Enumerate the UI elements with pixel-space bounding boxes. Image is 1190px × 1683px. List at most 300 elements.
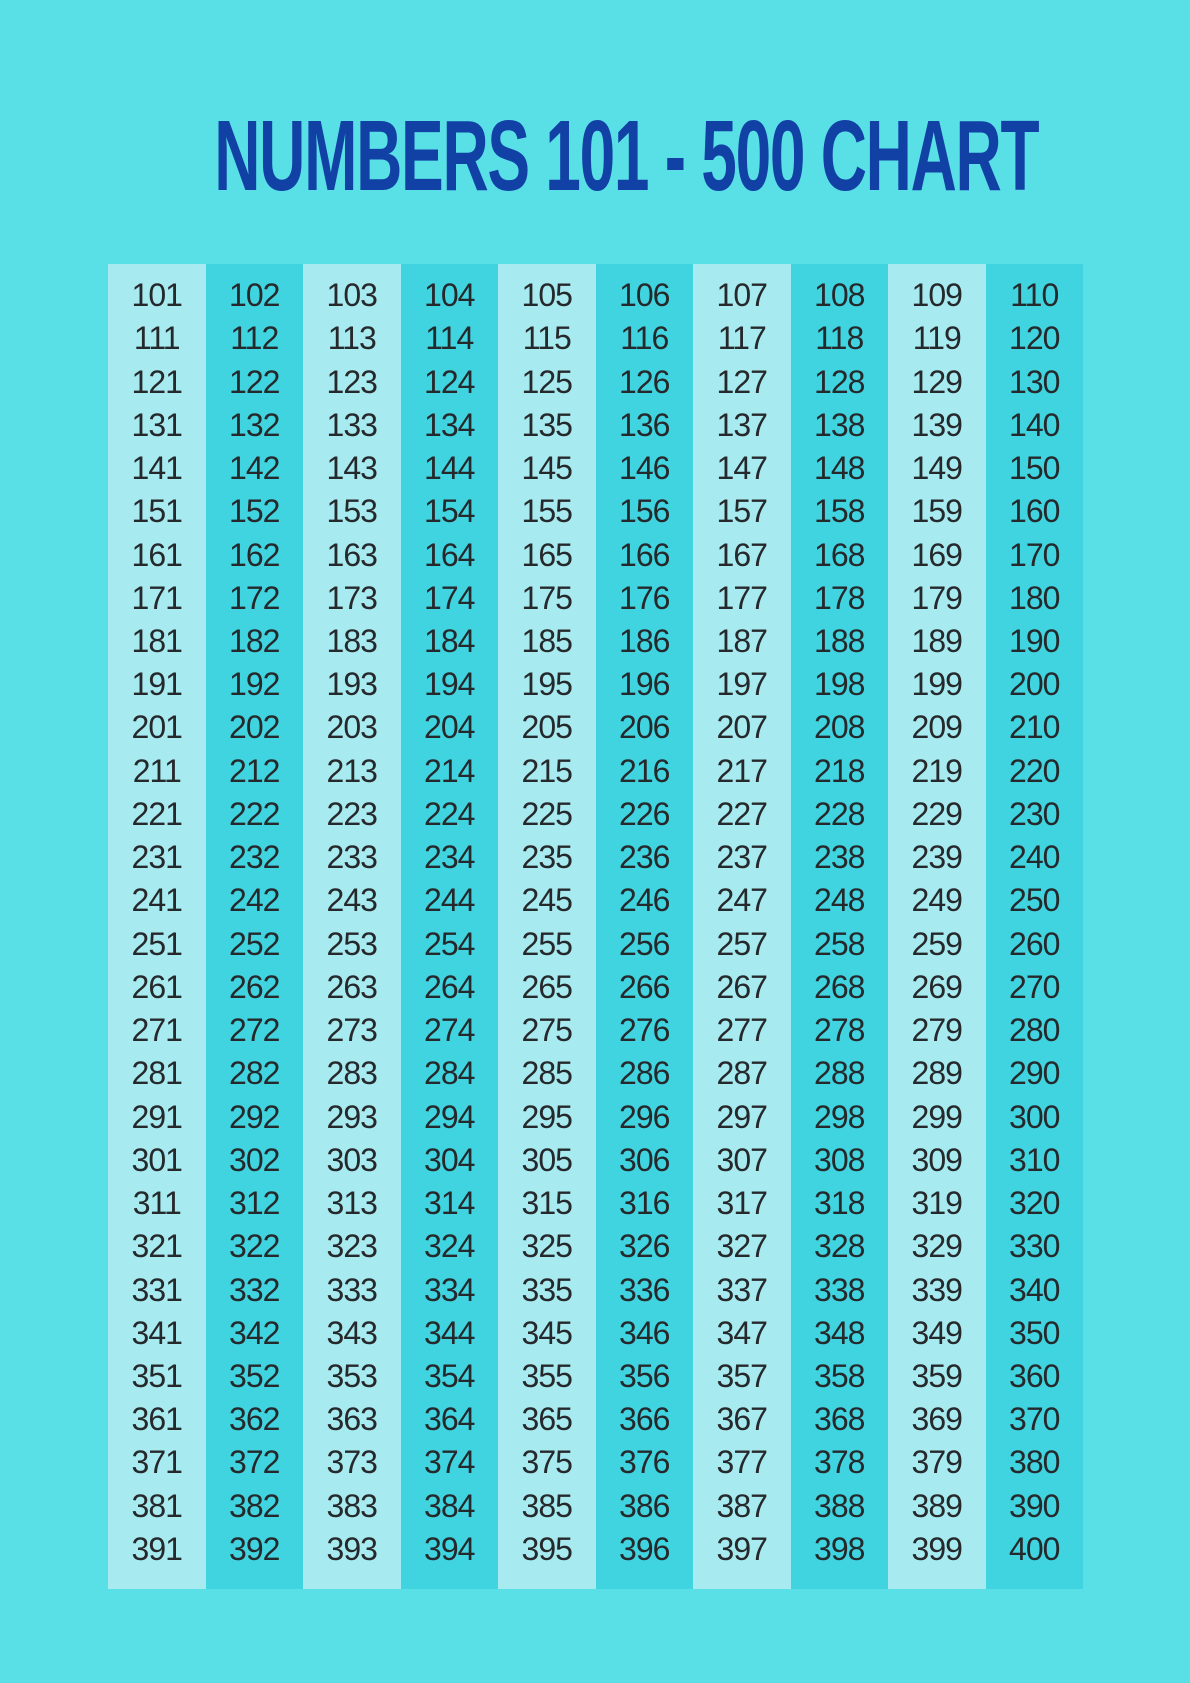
grid-cell: 368 (814, 1401, 865, 1438)
grid-cell: 308 (814, 1141, 865, 1178)
grid-cell: 106 (619, 277, 670, 314)
grid-cell: 310 (1009, 1141, 1060, 1178)
grid-cell: 120 (1009, 320, 1060, 357)
grid-cell: 187 (716, 622, 767, 659)
grid-cell: 246 (619, 882, 670, 919)
grid-cell: 365 (521, 1401, 572, 1438)
grid-cell: 226 (619, 795, 670, 832)
grid-cell: 267 (716, 968, 767, 1005)
grid-cell: 346 (619, 1314, 670, 1351)
grid-cell: 155 (521, 493, 572, 530)
grid-cell: 341 (131, 1314, 182, 1351)
grid-cell: 141 (131, 450, 182, 487)
grid-cell: 209 (911, 709, 962, 746)
grid-cell: 339 (911, 1271, 962, 1308)
grid-cell: 114 (425, 320, 474, 357)
grid-cell: 289 (911, 1055, 962, 1092)
grid-cell: 329 (911, 1228, 962, 1265)
grid-cell: 395 (521, 1530, 572, 1567)
grid-cell: 347 (716, 1314, 767, 1351)
grid-cell: 198 (814, 666, 865, 703)
grid-cell: 177 (716, 579, 767, 616)
grid-cell: 393 (326, 1530, 377, 1567)
grid-cell: 349 (911, 1314, 962, 1351)
grid-cell: 390 (1009, 1487, 1060, 1524)
grid-cell: 139 (911, 406, 962, 443)
grid-cell: 240 (1009, 839, 1060, 876)
grid-cell: 306 (619, 1141, 670, 1178)
grid-cell: 216 (619, 752, 670, 789)
grid-cell: 248 (814, 882, 865, 919)
grid-cell: 316 (619, 1185, 670, 1222)
grid-cell: 250 (1009, 882, 1060, 919)
grid-cell: 360 (1009, 1357, 1060, 1394)
grid-cell: 253 (326, 925, 377, 962)
grid-cell: 105 (521, 277, 572, 314)
grid-cell: 183 (326, 622, 377, 659)
grid-cell: 204 (424, 709, 475, 746)
grid-cell: 282 (229, 1055, 280, 1092)
grid-cell: 103 (326, 277, 377, 314)
grid-cell: 271 (131, 1012, 182, 1049)
grid-cell: 357 (716, 1357, 767, 1394)
grid-column (401, 264, 499, 1589)
grid-cell: 367 (716, 1401, 767, 1438)
grid-cell: 312 (229, 1185, 280, 1222)
grid-cell: 338 (814, 1271, 865, 1308)
grid-cell: 184 (424, 622, 475, 659)
grid-cell: 230 (1009, 795, 1060, 832)
grid-cell: 186 (619, 622, 670, 659)
grid-cell: 218 (814, 752, 865, 789)
grid-cell: 330 (1009, 1228, 1060, 1265)
grid-cell: 381 (131, 1487, 182, 1524)
grid-cell: 384 (424, 1487, 475, 1524)
grid-cell: 174 (424, 579, 475, 616)
grid-cell: 315 (521, 1185, 572, 1222)
page-title: NUMBERS 101 - 500 CHART (214, 100, 1039, 212)
grid-cell: 241 (131, 882, 182, 919)
grid-cell: 270 (1009, 968, 1060, 1005)
grid-cell: 258 (814, 925, 865, 962)
grid-cell: 348 (814, 1314, 865, 1351)
number-grid (108, 264, 1083, 1589)
grid-cell: 203 (326, 709, 377, 746)
grid-cell: 245 (521, 882, 572, 919)
grid-cell: 192 (229, 666, 280, 703)
grid-cell: 151 (131, 493, 182, 530)
grid-cell: 260 (1009, 925, 1060, 962)
grid-cell: 247 (716, 882, 767, 919)
grid-cell: 153 (326, 493, 377, 530)
grid-cell: 149 (911, 450, 962, 487)
grid-cell: 107 (716, 277, 767, 314)
grid-cell: 396 (619, 1530, 670, 1567)
grid-column (986, 264, 1084, 1589)
grid-cell: 162 (229, 536, 280, 573)
grid-cell: 158 (814, 493, 865, 530)
grid-cell: 399 (911, 1530, 962, 1567)
grid-cell: 119 (912, 320, 961, 357)
grid-cell: 228 (814, 795, 865, 832)
grid-cell: 400 (1009, 1530, 1060, 1567)
grid-cell: 143 (326, 450, 377, 487)
grid-cell: 371 (131, 1444, 182, 1481)
grid-cell: 398 (814, 1530, 865, 1567)
grid-cell: 125 (521, 363, 572, 400)
grid-cell: 188 (814, 622, 865, 659)
grid-cell: 182 (229, 622, 280, 659)
grid-cell: 145 (521, 450, 572, 487)
grid-cell: 150 (1009, 450, 1060, 487)
grid-cell: 212 (229, 752, 280, 789)
grid-cell: 108 (814, 277, 865, 314)
grid-cell: 118 (815, 320, 864, 357)
grid-cell: 304 (424, 1141, 475, 1178)
grid-cell: 352 (229, 1357, 280, 1394)
grid-cell: 391 (131, 1530, 182, 1567)
grid-cell: 161 (131, 536, 182, 573)
grid-cell: 361 (131, 1401, 182, 1438)
grid-cell: 223 (326, 795, 377, 832)
grid-cell: 302 (229, 1141, 280, 1178)
grid-cell: 294 (424, 1098, 475, 1135)
grid-cell: 129 (911, 363, 962, 400)
grid-cell: 115 (522, 320, 571, 357)
grid-cell: 389 (911, 1487, 962, 1524)
grid-cell: 279 (911, 1012, 962, 1049)
grid-cell: 249 (911, 882, 962, 919)
grid-cell: 123 (326, 363, 377, 400)
grid-cell: 286 (619, 1055, 670, 1092)
grid-cell: 215 (521, 752, 572, 789)
grid-cell: 326 (619, 1228, 670, 1265)
grid-cell: 220 (1009, 752, 1060, 789)
grid-cell: 285 (521, 1055, 572, 1092)
grid-column (206, 264, 304, 1589)
grid-cell: 252 (229, 925, 280, 962)
grid-cell: 166 (619, 536, 670, 573)
grid-cell: 133 (326, 406, 377, 443)
grid-cell: 276 (619, 1012, 670, 1049)
grid-cell: 387 (716, 1487, 767, 1524)
grid-cell: 242 (229, 882, 280, 919)
grid-cell: 327 (716, 1228, 767, 1265)
grid-column (303, 264, 401, 1589)
grid-cell: 136 (619, 406, 670, 443)
grid-cell: 342 (229, 1314, 280, 1351)
grid-cell: 356 (619, 1357, 670, 1394)
grid-cell: 336 (619, 1271, 670, 1308)
grid-cell: 272 (229, 1012, 280, 1049)
grid-cell: 181 (131, 622, 182, 659)
grid-cell: 377 (716, 1444, 767, 1481)
grid-cell: 172 (229, 579, 280, 616)
grid-cell: 154 (424, 493, 475, 530)
grid-cell: 194 (424, 666, 475, 703)
grid-cell: 185 (521, 622, 572, 659)
grid-cell: 265 (521, 968, 572, 1005)
grid-cell: 353 (326, 1357, 377, 1394)
grid-cell: 210 (1009, 709, 1060, 746)
grid-cell: 234 (424, 839, 475, 876)
grid-cell: 351 (131, 1357, 182, 1394)
grid-cell: 196 (619, 666, 670, 703)
grid-cell: 179 (911, 579, 962, 616)
grid-cell: 309 (911, 1141, 962, 1178)
grid-cell: 111 (133, 320, 180, 357)
grid-cell: 225 (521, 795, 572, 832)
grid-cell: 266 (619, 968, 670, 1005)
grid-cell: 364 (424, 1401, 475, 1438)
grid-cell: 160 (1009, 493, 1060, 530)
grid-cell: 370 (1009, 1401, 1060, 1438)
grid-cell: 110 (1010, 277, 1059, 314)
grid-cell: 386 (619, 1487, 670, 1524)
grid-cell: 366 (619, 1401, 670, 1438)
grid-cell: 171 (131, 579, 182, 616)
grid-cell: 211 (132, 752, 181, 789)
grid-cell: 152 (229, 493, 280, 530)
grid-cell: 322 (229, 1228, 280, 1265)
grid-cell: 112 (230, 320, 279, 357)
grid-cell: 173 (326, 579, 377, 616)
grid-cell: 359 (911, 1357, 962, 1394)
grid-cell: 127 (716, 363, 767, 400)
grid-cell: 345 (521, 1314, 572, 1351)
grid-cell: 176 (619, 579, 670, 616)
grid-cell: 350 (1009, 1314, 1060, 1351)
grid-cell: 213 (326, 752, 377, 789)
grid-cell: 287 (716, 1055, 767, 1092)
grid-cell: 382 (229, 1487, 280, 1524)
grid-cell: 200 (1009, 666, 1060, 703)
grid-cell: 180 (1009, 579, 1060, 616)
grid-cell: 290 (1009, 1055, 1060, 1092)
grid-cell: 291 (131, 1098, 182, 1135)
grid-cell: 334 (424, 1271, 475, 1308)
grid-cell: 238 (814, 839, 865, 876)
grid-column (108, 264, 206, 1589)
grid-cell: 227 (716, 795, 767, 832)
grid-cell: 131 (131, 406, 182, 443)
grid-cell: 243 (326, 882, 377, 919)
grid-cell: 278 (814, 1012, 865, 1049)
grid-cell: 199 (911, 666, 962, 703)
grid-cell: 332 (229, 1271, 280, 1308)
grid-cell: 132 (229, 406, 280, 443)
grid-cell: 317 (716, 1185, 767, 1222)
grid-cell: 305 (521, 1141, 572, 1178)
grid-cell: 190 (1009, 622, 1060, 659)
grid-cell: 140 (1009, 406, 1060, 443)
grid-cell: 124 (424, 363, 475, 400)
grid-cell: 274 (424, 1012, 475, 1049)
grid-cell: 277 (716, 1012, 767, 1049)
grid-cell: 191 (131, 666, 182, 703)
grid-cell: 229 (911, 795, 962, 832)
grid-cell: 340 (1009, 1271, 1060, 1308)
grid-cell: 376 (619, 1444, 670, 1481)
grid-cell: 214 (424, 752, 475, 789)
grid-cell: 313 (326, 1185, 377, 1222)
grid-cell: 144 (424, 450, 475, 487)
grid-cell: 130 (1009, 363, 1060, 400)
grid-cell: 233 (326, 839, 377, 876)
grid-cell: 217 (716, 752, 767, 789)
grid-cell: 344 (424, 1314, 475, 1351)
grid-cell: 122 (229, 363, 280, 400)
grid-cell: 117 (717, 320, 766, 357)
grid-cell: 295 (521, 1098, 572, 1135)
grid-cell: 244 (424, 882, 475, 919)
grid-cell: 335 (521, 1271, 572, 1308)
grid-cell: 373 (326, 1444, 377, 1481)
grid-cell: 169 (911, 536, 962, 573)
grid-cell: 355 (521, 1357, 572, 1394)
grid-cell: 264 (424, 968, 475, 1005)
grid-cell: 388 (814, 1487, 865, 1524)
grid-cell: 301 (131, 1141, 182, 1178)
grid-cell: 164 (424, 536, 475, 573)
grid-cell: 337 (716, 1271, 767, 1308)
grid-cell: 254 (424, 925, 475, 962)
grid-cell: 275 (521, 1012, 572, 1049)
grid-cell: 147 (716, 450, 767, 487)
grid-cell: 116 (620, 320, 669, 357)
grid-cell: 319 (911, 1185, 962, 1222)
grid-cell: 159 (911, 493, 962, 530)
grid-cell: 206 (619, 709, 670, 746)
grid-cell: 134 (424, 406, 475, 443)
grid-cell: 208 (814, 709, 865, 746)
grid-cell: 256 (619, 925, 670, 962)
grid-cell: 280 (1009, 1012, 1060, 1049)
grid-cell: 138 (814, 406, 865, 443)
grid-cell: 268 (814, 968, 865, 1005)
grid-cell: 383 (326, 1487, 377, 1524)
grid-cell: 113 (327, 320, 376, 357)
grid-cell: 205 (521, 709, 572, 746)
grid-cell: 232 (229, 839, 280, 876)
grid-cell: 379 (911, 1444, 962, 1481)
grid-cell: 318 (814, 1185, 865, 1222)
grid-cell: 372 (229, 1444, 280, 1481)
grid-cell: 239 (911, 839, 962, 876)
grid-cell: 197 (716, 666, 767, 703)
grid-cell: 324 (424, 1228, 475, 1265)
grid-cell: 331 (131, 1271, 182, 1308)
grid-column (693, 264, 791, 1589)
grid-cell: 237 (716, 839, 767, 876)
grid-cell: 257 (716, 925, 767, 962)
grid-cell: 311 (132, 1185, 181, 1222)
grid-cell: 297 (716, 1098, 767, 1135)
grid-cell: 224 (424, 795, 475, 832)
grid-cell: 259 (911, 925, 962, 962)
grid-column (888, 264, 986, 1589)
grid-cell: 374 (424, 1444, 475, 1481)
grid-cell: 281 (131, 1055, 182, 1092)
grid-cell: 261 (131, 968, 182, 1005)
grid-cell: 178 (814, 579, 865, 616)
grid-cell: 202 (229, 709, 280, 746)
grid-cell: 255 (521, 925, 572, 962)
grid-cell: 293 (326, 1098, 377, 1135)
grid-cell: 219 (911, 752, 962, 789)
grid-cell: 189 (911, 622, 962, 659)
grid-cell: 263 (326, 968, 377, 1005)
grid-cell: 385 (521, 1487, 572, 1524)
grid-column (791, 264, 889, 1589)
grid-cell: 135 (521, 406, 572, 443)
grid-cell: 354 (424, 1357, 475, 1394)
grid-cell: 299 (911, 1098, 962, 1135)
grid-cell: 101 (131, 277, 182, 314)
grid-cell: 175 (521, 579, 572, 616)
grid-cell: 343 (326, 1314, 377, 1351)
grid-cell: 251 (131, 925, 182, 962)
grid-cell: 126 (619, 363, 670, 400)
grid-cell: 201 (131, 709, 182, 746)
grid-cell: 109 (911, 277, 962, 314)
grid-cell: 392 (229, 1530, 280, 1567)
grid-cell: 333 (326, 1271, 377, 1308)
grid-cell: 397 (716, 1530, 767, 1567)
grid-cell: 148 (814, 450, 865, 487)
grid-cell: 104 (424, 277, 475, 314)
grid-cell: 321 (131, 1228, 182, 1265)
grid-cell: 307 (716, 1141, 767, 1178)
grid-cell: 195 (521, 666, 572, 703)
grid-column (498, 264, 596, 1589)
grid-cell: 269 (911, 968, 962, 1005)
grid-cell: 375 (521, 1444, 572, 1481)
grid-cell: 378 (814, 1444, 865, 1481)
grid-cell: 298 (814, 1098, 865, 1135)
grid-column (596, 264, 694, 1589)
grid-cell: 394 (424, 1530, 475, 1567)
grid-cell: 292 (229, 1098, 280, 1135)
grid-cell: 207 (716, 709, 767, 746)
grid-cell: 296 (619, 1098, 670, 1135)
grid-cell: 231 (131, 839, 182, 876)
grid-cell: 128 (814, 363, 865, 400)
grid-cell: 102 (229, 277, 280, 314)
grid-cell: 165 (521, 536, 572, 573)
grid-cell: 369 (911, 1401, 962, 1438)
grid-cell: 170 (1009, 536, 1060, 573)
grid-cell: 163 (326, 536, 377, 573)
grid-cell: 300 (1009, 1098, 1060, 1135)
grid-cell: 157 (716, 493, 767, 530)
grid-cell: 167 (716, 536, 767, 573)
grid-cell: 358 (814, 1357, 865, 1394)
grid-cell: 380 (1009, 1444, 1060, 1481)
grid-cell: 314 (424, 1185, 475, 1222)
grid-cell: 221 (131, 795, 182, 832)
grid-cell: 273 (326, 1012, 377, 1049)
grid-cell: 222 (229, 795, 280, 832)
grid-cell: 142 (229, 450, 280, 487)
grid-cell: 362 (229, 1401, 280, 1438)
grid-cell: 193 (326, 666, 377, 703)
grid-cell: 284 (424, 1055, 475, 1092)
grid-cell: 288 (814, 1055, 865, 1092)
grid-cell: 156 (619, 493, 670, 530)
grid-cell: 325 (521, 1228, 572, 1265)
grid-cell: 137 (716, 406, 767, 443)
